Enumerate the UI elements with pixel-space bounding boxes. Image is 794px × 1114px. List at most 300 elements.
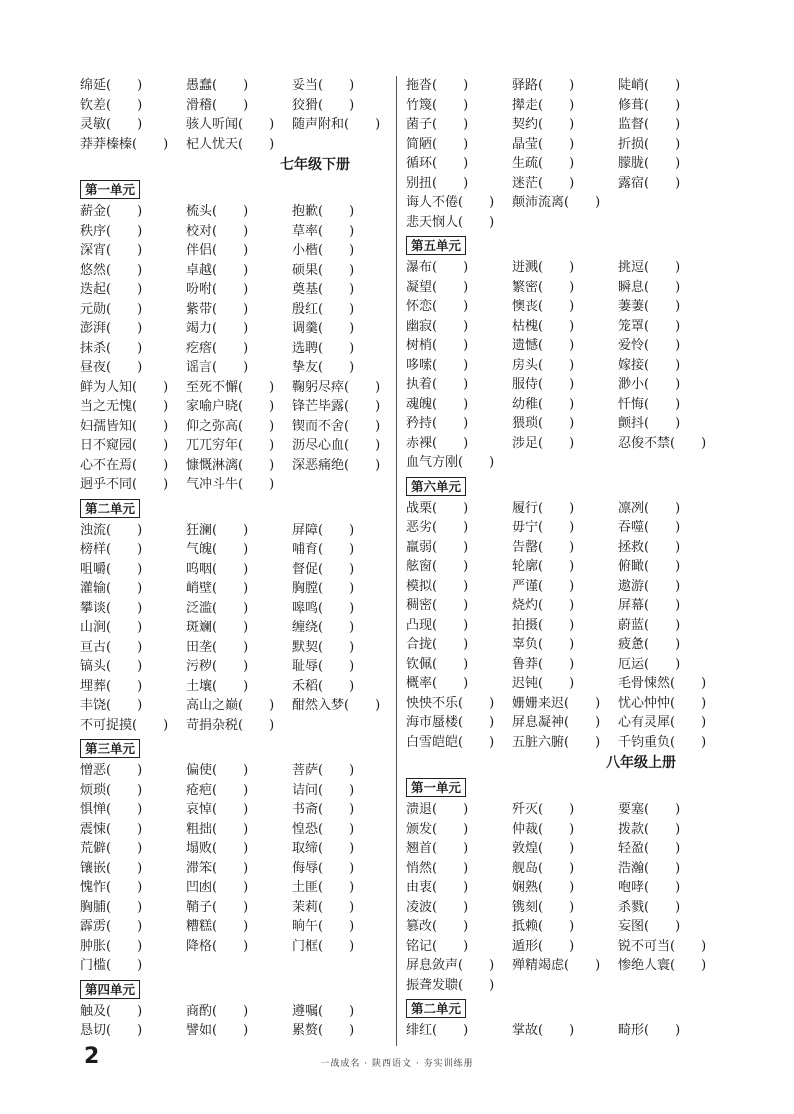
word-item: 海市蜃楼( ) — [406, 715, 495, 730]
word-item: 颠沛流离( ) — [512, 195, 601, 210]
word-row — [80, 917, 390, 937]
word-item: 别扭( ) — [406, 175, 469, 191]
word-row — [80, 657, 390, 677]
word-item: 凝望( ) — [406, 279, 469, 295]
word-item: 不可捉摸( ) — [80, 717, 169, 733]
word-item: 疲惫( ) — [618, 637, 681, 652]
word-item: 屏幕( ) — [618, 598, 681, 613]
unit-label: 第二单元 — [80, 499, 140, 518]
word-row — [80, 397, 390, 417]
word-item: 殷红( ) — [292, 301, 355, 317]
word-item: 遁形( ) — [512, 938, 575, 954]
word-item: 草率( ) — [292, 223, 355, 239]
word-item: 绵延( ) — [80, 78, 143, 93]
word-row — [80, 339, 390, 359]
word-item: 迸溅( ) — [512, 260, 575, 275]
word-row — [406, 538, 716, 558]
word-item: 拯救( ) — [618, 539, 681, 555]
word-item: 畸形( ) — [618, 1023, 681, 1038]
word-row — [406, 616, 716, 636]
word-item: 谣言( ) — [186, 360, 249, 375]
word-item: 鞠躬尽瘁( ) — [292, 379, 381, 395]
word-row — [406, 733, 716, 753]
word-item: 屏息敛声( ) — [406, 958, 495, 973]
word-item: 秩序( ) — [80, 223, 143, 239]
word-item: 烧灼( ) — [512, 598, 575, 613]
word-row — [80, 300, 390, 320]
word-item: 朦胧( ) — [618, 156, 681, 171]
word-item: 高山之巅( ) — [186, 698, 275, 713]
word-row — [406, 375, 716, 395]
word-item: 怏怏不乐( ) — [406, 695, 495, 711]
word-row — [406, 596, 716, 616]
unit-label: 第一单元 — [80, 180, 140, 199]
word-item: 萋萋( ) — [618, 299, 681, 314]
word-item: 亘古( ) — [80, 639, 143, 655]
word-item: 鞘子( ) — [186, 899, 249, 915]
word-item: 累赘( ) — [292, 1023, 355, 1038]
word-row — [406, 655, 716, 675]
word-row — [406, 453, 716, 473]
word-item: 稠密( ) — [406, 598, 469, 613]
word-item: 拍摄( ) — [512, 617, 575, 633]
word-item: 震悚( ) — [80, 821, 143, 837]
word-item: 菩萨( ) — [292, 763, 355, 778]
word-item: 小楷( ) — [292, 243, 355, 258]
word-row — [80, 521, 390, 541]
word-item: 绯红( ) — [406, 1023, 469, 1038]
unit-header — [406, 232, 716, 258]
word-row — [406, 800, 716, 820]
word-item: 骇人听闻( ) — [186, 117, 275, 132]
word-row — [80, 898, 390, 918]
unit-header — [80, 495, 390, 521]
word-item: 丰饶( ) — [80, 698, 143, 713]
word-item: 遵嘱( ) — [292, 1003, 355, 1019]
word-item: 奠基( ) — [292, 282, 355, 297]
word-row — [80, 878, 390, 898]
word-item: 霹雳( ) — [80, 919, 143, 934]
word-item: 鲁莽( ) — [512, 656, 575, 672]
word-item: 心有灵犀( ) — [618, 715, 707, 730]
word-item: 凸现( ) — [406, 617, 469, 633]
word-item: 露宿( ) — [618, 175, 681, 191]
word-item: 战栗( ) — [406, 500, 469, 516]
word-item: 循环( ) — [406, 156, 469, 171]
word-item: 轻盈( ) — [618, 841, 681, 856]
word-item: 伴侣( ) — [186, 243, 249, 258]
word-item: 商酌( ) — [186, 1003, 249, 1019]
word-item: 锋芒毕露( ) — [292, 399, 381, 414]
word-row — [406, 956, 716, 976]
word-item: 舰岛( ) — [512, 860, 575, 876]
word-item: 迭起( ) — [80, 282, 143, 297]
word-item: 随声附和( ) — [292, 117, 381, 132]
word-row — [80, 599, 390, 619]
word-item: 歼灭( ) — [512, 802, 575, 817]
word-item: 溃退( ) — [406, 802, 469, 817]
word-item: 枯槐( ) — [512, 318, 575, 334]
word-row — [80, 96, 390, 116]
word-item: 凌波( ) — [406, 899, 469, 915]
word-item: 当之无愧( ) — [80, 399, 169, 414]
word-item: 房头( ) — [512, 357, 575, 373]
word-item: 疙瘩( ) — [186, 340, 249, 356]
word-item: 迟钝( ) — [512, 676, 575, 691]
grade-title: 八年级上册 — [606, 755, 676, 771]
word-item: 幽寂( ) — [406, 318, 469, 334]
word-item: 赤裸( ) — [406, 435, 469, 451]
word-item: 镌刻( ) — [512, 899, 575, 915]
word-row — [80, 956, 390, 976]
word-item: 滑稽( ) — [186, 97, 249, 113]
unit-header — [406, 473, 716, 499]
word-item: 缠绕( ) — [292, 620, 355, 635]
word-item: 折损( ) — [618, 136, 681, 152]
word-item: 气冲斗牛( ) — [186, 477, 275, 492]
word-row — [406, 96, 716, 116]
word-item: 慷慨淋漓( ) — [186, 457, 275, 473]
word-item: 哺育( ) — [292, 542, 355, 557]
word-item: 触及( ) — [80, 1003, 143, 1019]
left-column — [80, 76, 390, 1041]
word-item: 轮廓( ) — [512, 559, 575, 574]
word-row — [406, 174, 716, 194]
word-item: 竹篾( ) — [406, 97, 469, 113]
word-item: 愚蠢( ) — [186, 78, 249, 93]
word-row — [406, 154, 716, 174]
word-row — [80, 696, 390, 716]
column-divider — [396, 76, 397, 1046]
word-row — [80, 540, 390, 560]
footer-text: 一战成名 · 陕西语文 · 夯实训练册 — [320, 1059, 474, 1069]
word-row — [406, 297, 716, 317]
word-item: 遗憾( ) — [512, 338, 575, 353]
word-item: 选聘( ) — [292, 340, 355, 356]
word-item: 钦佩( ) — [406, 656, 469, 672]
word-row — [80, 761, 390, 781]
word-item: 哀悼( ) — [186, 802, 249, 817]
word-item: 卓越( ) — [186, 262, 249, 278]
word-item: 烦琐( ) — [80, 782, 143, 798]
word-item: 抵赖( ) — [512, 919, 575, 934]
word-item: 吞噬( ) — [618, 520, 681, 535]
word-item: 至死不懈( ) — [186, 379, 275, 395]
word-item: 妥当( ) — [292, 78, 355, 93]
word-row — [406, 694, 716, 714]
word-item: 嫁接( ) — [618, 357, 681, 373]
word-row — [80, 800, 390, 820]
word-row — [80, 579, 390, 599]
word-item: 厄运( ) — [618, 656, 681, 672]
word-item: 疮疤( ) — [186, 782, 249, 798]
right-column — [406, 76, 716, 1041]
word-row — [406, 820, 716, 840]
word-item: 灌输( ) — [80, 581, 143, 596]
word-item: 羸弱( ) — [406, 539, 469, 555]
word-item: 狂澜( ) — [186, 522, 249, 538]
unit-label: 第三单元 — [80, 739, 140, 758]
word-item: 元勋( ) — [80, 301, 143, 317]
word-row — [80, 1021, 390, 1041]
word-item: 妇孺皆知( ) — [80, 418, 169, 434]
word-row — [406, 577, 716, 597]
word-item: 简陋( ) — [406, 136, 469, 152]
word-item: 魂魄( ) — [406, 396, 469, 412]
word-row — [406, 557, 716, 577]
word-item: 滞笨( ) — [186, 860, 249, 876]
word-item: 日不窥园( ) — [80, 438, 169, 453]
word-row — [80, 358, 390, 378]
word-item: 繁密( ) — [512, 279, 575, 295]
word-item: 鲜为人知( ) — [80, 379, 169, 395]
word-item: 硕果( ) — [292, 262, 355, 278]
word-item: 晶莹( ) — [512, 136, 575, 152]
word-item: 挑逗( ) — [618, 260, 681, 275]
word-item: 禾稻( ) — [292, 678, 355, 694]
word-row — [80, 716, 390, 736]
word-item: 紫带( ) — [186, 301, 249, 317]
word-item: 咀嚼( ) — [80, 561, 143, 577]
word-item: 千钧重负( ) — [618, 734, 707, 750]
word-item: 爱怜( ) — [618, 338, 681, 353]
word-item: 由衷( ) — [406, 880, 469, 895]
word-row — [80, 76, 390, 96]
word-item: 浊流( ) — [80, 522, 143, 538]
word-row — [406, 917, 716, 937]
word-item: 镐头( ) — [80, 659, 143, 674]
word-item: 田垄( ) — [186, 639, 249, 655]
word-row — [80, 677, 390, 697]
word-item: 生疏( ) — [512, 156, 575, 171]
word-row — [80, 638, 390, 658]
word-item: 概率( ) — [406, 676, 469, 691]
unit-header — [80, 176, 390, 202]
word-item: 惶恐( ) — [292, 821, 355, 837]
word-item: 诘问( ) — [292, 782, 355, 798]
word-row — [80, 618, 390, 638]
word-item: 竭力( ) — [186, 321, 249, 336]
word-item: 猥琐( ) — [512, 416, 575, 431]
word-item: 迷茫( ) — [512, 175, 575, 191]
word-item: 攀谈( ) — [80, 600, 143, 616]
word-item: 深宵( ) — [80, 243, 143, 258]
word-item: 污秽( ) — [186, 659, 249, 674]
word-item: 镶嵌( ) — [80, 860, 143, 876]
word-item: 钦差( ) — [80, 97, 143, 113]
page-number: 2 — [84, 1044, 100, 1069]
unit-label: 第二单元 — [406, 999, 466, 1018]
word-row — [80, 937, 390, 957]
word-item: 屏障( ) — [292, 522, 355, 538]
word-row — [80, 241, 390, 261]
word-row — [406, 317, 716, 337]
word-item: 妄图( ) — [618, 919, 681, 934]
word-row — [406, 937, 716, 957]
word-item: 昼夜( ) — [80, 360, 143, 375]
word-item: 胸膛( ) — [292, 581, 355, 596]
word-item: 瀑布( ) — [406, 260, 469, 275]
word-item: 五脏六腑( ) — [512, 734, 601, 750]
word-item: 蔚蓝( ) — [618, 617, 681, 633]
word-item: 姗姗来迟( ) — [512, 695, 601, 711]
word-item: 屏息凝神( ) — [512, 715, 601, 730]
word-row — [406, 193, 716, 213]
word-row — [406, 258, 716, 278]
word-item: 深恶痛绝( ) — [292, 457, 381, 473]
word-item: 耻辱( ) — [292, 659, 355, 674]
word-item: 舷窗( ) — [406, 559, 469, 574]
word-item: 白雪皑皑( ) — [406, 734, 495, 750]
word-item: 涉足( ) — [512, 435, 575, 451]
word-item: 毛骨悚然( ) — [618, 676, 707, 691]
word-item: 胸脯( ) — [80, 899, 143, 915]
word-item: 哆嗦( ) — [406, 357, 469, 373]
word-row — [406, 414, 716, 434]
word-item: 锲而不舍( ) — [292, 418, 381, 434]
word-item: 执着( ) — [406, 377, 469, 392]
word-item: 忍俊不禁( ) — [618, 435, 707, 451]
word-item: 殚精竭虑( ) — [512, 958, 601, 973]
word-row — [80, 319, 390, 339]
word-item: 茉莉( ) — [292, 899, 355, 915]
word-item: 悲天悯人( ) — [406, 214, 495, 230]
word-row — [406, 1021, 716, 1041]
word-row — [406, 518, 716, 538]
word-item: 忧心忡忡( ) — [618, 695, 707, 711]
word-row — [80, 135, 390, 155]
word-item: 肿胀( ) — [80, 938, 143, 954]
word-item: 懊丧( ) — [512, 299, 575, 314]
word-item: 驿路( ) — [512, 78, 575, 93]
word-item: 苛捐杂税( ) — [186, 717, 275, 733]
grade-title: 七年级下册 — [280, 157, 350, 173]
word-item: 惨绝人寰( ) — [618, 958, 707, 973]
word-item: 塌败( ) — [186, 841, 249, 856]
word-row — [80, 202, 390, 222]
word-item: 陡峭( ) — [618, 78, 681, 93]
word-row — [406, 713, 716, 733]
word-row — [406, 859, 716, 879]
word-item: 监督( ) — [618, 117, 681, 132]
word-item: 侮辱( ) — [292, 860, 355, 876]
word-item: 篡改( ) — [406, 919, 469, 934]
word-item: 泛滥( ) — [186, 600, 249, 616]
word-item: 气魄( ) — [186, 542, 249, 557]
word-row — [406, 356, 716, 376]
word-item: 灵敏( ) — [80, 117, 143, 132]
word-row — [80, 222, 390, 242]
word-item: 薪金( ) — [80, 204, 143, 219]
word-item: 嗥鸣( ) — [292, 600, 355, 616]
word-item: 颁发( ) — [406, 821, 469, 837]
word-item: 遨游( ) — [618, 578, 681, 594]
word-item: 娴熟( ) — [512, 880, 575, 895]
word-item: 悄然( ) — [406, 860, 469, 876]
word-item: 取缔( ) — [292, 841, 355, 856]
word-row — [406, 395, 716, 415]
word-item: 瞬息( ) — [618, 279, 681, 295]
word-item: 斑斓( ) — [186, 620, 249, 635]
word-item: 笼罩( ) — [618, 318, 681, 334]
word-item: 幼稚( ) — [512, 396, 575, 412]
word-item: 山涧( ) — [80, 620, 143, 635]
word-row — [80, 781, 390, 801]
word-item: 晌午( ) — [292, 919, 355, 934]
word-row — [406, 898, 716, 918]
word-item: 吩咐( ) — [186, 282, 249, 297]
word-row — [80, 560, 390, 580]
word-item: 督促( ) — [292, 561, 355, 577]
word-row — [80, 839, 390, 859]
word-item: 悠然( ) — [80, 262, 143, 278]
word-item: 沥尽心血( ) — [292, 438, 381, 453]
word-item: 恶劣( ) — [406, 520, 469, 535]
word-item: 粗拙( ) — [186, 821, 249, 837]
word-item: 掌故( ) — [512, 1023, 575, 1038]
unit-label: 第六单元 — [406, 477, 466, 496]
word-item: 门槛( ) — [80, 958, 143, 973]
word-row — [406, 278, 716, 298]
word-row — [80, 1002, 390, 1022]
word-row — [80, 436, 390, 456]
word-item: 履行( ) — [512, 500, 575, 516]
word-item: 抱歉( ) — [292, 204, 355, 219]
unit-label: 第四单元 — [80, 980, 140, 999]
word-item: 颤抖( ) — [618, 416, 681, 431]
word-row — [406, 213, 716, 233]
word-item: 翘首( ) — [406, 841, 469, 856]
word-item: 梳头( ) — [186, 204, 249, 219]
word-item: 挚友( ) — [292, 360, 355, 375]
word-row — [80, 378, 390, 398]
word-item: 杀戮( ) — [618, 899, 681, 915]
word-item: 血气方刚( ) — [406, 455, 495, 470]
word-item: 抹杀( ) — [80, 340, 143, 356]
word-item: 恳切( ) — [80, 1023, 143, 1038]
word-item: 土匪( ) — [292, 880, 355, 895]
word-row — [80, 280, 390, 300]
word-item: 默契( ) — [292, 639, 355, 655]
word-item: 菌子( ) — [406, 117, 469, 132]
word-item: 土壤( ) — [186, 678, 249, 694]
word-item: 偏使( ) — [186, 763, 249, 778]
word-item: 门框( ) — [292, 938, 355, 954]
word-row — [406, 115, 716, 135]
word-item: 敦煌( ) — [512, 841, 575, 856]
word-item: 服侍( ) — [512, 377, 575, 392]
word-item: 怀恋( ) — [406, 299, 469, 314]
word-item: 忏悔( ) — [618, 396, 681, 412]
word-item: 狡猾( ) — [292, 97, 355, 113]
word-item: 迥乎不同( ) — [80, 477, 169, 492]
word-item: 渺小( ) — [618, 377, 681, 392]
word-row — [406, 135, 716, 155]
unit-header — [406, 774, 716, 800]
word-item: 榜样( ) — [80, 542, 143, 557]
word-item: 毋宁( ) — [512, 520, 575, 535]
unit-header — [80, 735, 390, 761]
word-row — [406, 336, 716, 356]
word-row — [406, 878, 716, 898]
word-item: 合拢( ) — [406, 637, 469, 652]
word-item: 告罄( ) — [512, 539, 575, 555]
word-item: 杞人忧天( ) — [186, 136, 275, 152]
word-item: 譬如( ) — [186, 1023, 249, 1038]
word-item: 仰之弥高( ) — [186, 418, 275, 434]
word-row — [80, 859, 390, 879]
word-item: 愧怍( ) — [80, 880, 143, 895]
